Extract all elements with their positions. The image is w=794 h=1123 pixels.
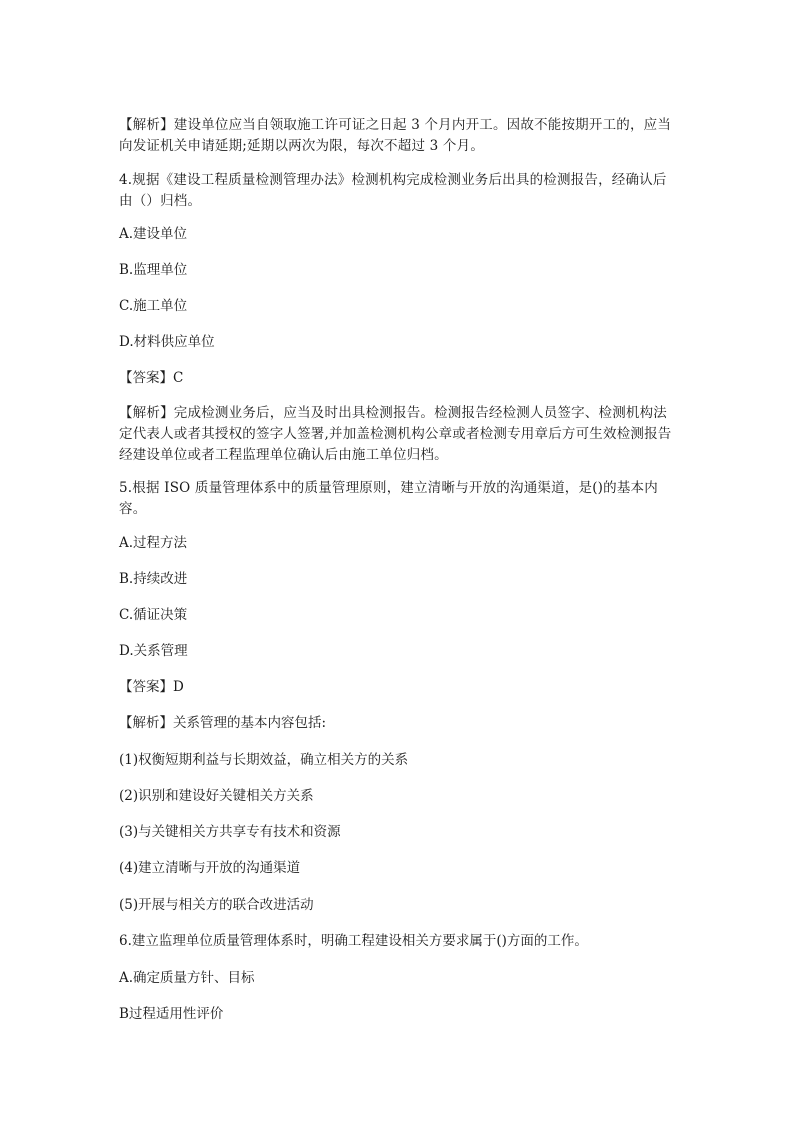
q5-option-d: D.关系管理 (119, 643, 188, 659)
q4-option-c: C.施工单位 (119, 298, 188, 314)
q4-analysis: 【解析】完成检测业务后，应当及时出具检测报告。检测报告经检测人员签字、检测机构法定代表人或者其授权的签字人签署,并加盖检测机构公章或者检测专用章后方可生效检测报告经建设单位或者工程监理单位确认后由施工单位归档。 (119, 405, 672, 463)
q5-option-c: C.循证决策 (119, 607, 188, 623)
q6-option-a: A.确定质量方针、目标 (119, 970, 255, 986)
q5-analysis-item-2: (2)识别和建设好关键相关方关系 (119, 788, 314, 804)
q5-analysis-item-1: (1)权衡短期利益与长期效益，确立相关方的关系 (119, 752, 409, 768)
q5-analysis-item-5: (5)开展与相关方的联合改进活动 (119, 897, 314, 913)
q5-analysis-intro: 【解析】关系管理的基本内容包括: (119, 715, 327, 731)
q4-option-d: D.材料供应单位 (119, 334, 215, 350)
q5-analysis-item-4: (4)建立清晰与开放的沟通渠道 (119, 860, 301, 876)
question-6: 6.建立监理单位质量管理体系时，明确工程建设相关方要求属于()方面的工作。 (119, 933, 588, 949)
q4-option-b: B.监理单位 (119, 262, 188, 278)
question-5: 5.根据 ISO 质量管理体系中的质量管理原则，建立清晰与开放的沟通渠道，是()的基本内容。 (119, 480, 658, 517)
q6-option-b: B过程适用性评价 (119, 1006, 224, 1022)
q5-option-b: B.持续改进 (119, 571, 188, 587)
q5-option-a: A.过程方法 (119, 535, 188, 551)
question-4: 4.规据《建设工程质量检测管理办法》检测机构完成检测业务后出具的检测报告，经确认后由（）归档。 (119, 172, 667, 209)
analysis-q3: 【解析】建设单位应当自领取施工许可证之日起 3 个月内开工。因故不能按期开工的，应当向发证机关申请延期;延期以两次为限，每次不超过 3 个月。 (119, 117, 672, 154)
q4-answer: 【答案】C (119, 370, 184, 386)
q5-answer: 【答案】D (119, 679, 184, 695)
q5-analysis-item-3: (3)与关键相关方共享专有技术和资源 (119, 824, 341, 840)
q4-option-a: A.建设单位 (119, 226, 188, 242)
